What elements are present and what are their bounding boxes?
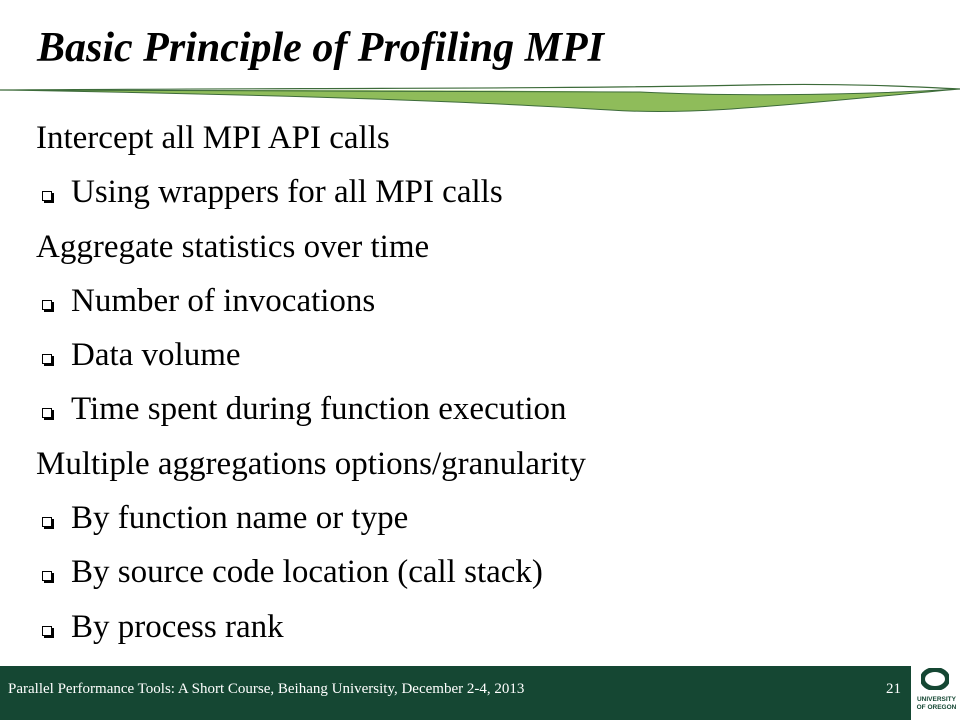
slide-content bbox=[36, 116, 936, 659]
square-bullet-icon bbox=[42, 517, 52, 527]
level2-item bbox=[36, 496, 936, 550]
item-text: Aggregate statistics over time bbox=[36, 228, 430, 265]
logo-line-2: OF OREGON bbox=[916, 704, 957, 711]
slide-title: Basic Principle of Profiling MPI bbox=[37, 25, 604, 71]
footer-bar bbox=[0, 666, 960, 720]
item-text: Data volume bbox=[71, 337, 241, 374]
square-bullet-icon bbox=[42, 191, 52, 201]
item-text: Using wrappers for all MPI calls bbox=[71, 174, 503, 211]
item-text: Number of invocations bbox=[71, 282, 376, 319]
logo-line-1: UNIVERSITY bbox=[916, 696, 956, 703]
item-text: Time spent during function execution bbox=[71, 391, 567, 428]
level1-item bbox=[36, 442, 936, 496]
level1-item bbox=[36, 116, 936, 170]
title-underline-swoosh bbox=[0, 80, 960, 120]
logo-wordmark bbox=[914, 696, 959, 712]
item-text: By process rank bbox=[71, 608, 284, 645]
item-text: By function name or type bbox=[71, 500, 409, 537]
square-bullet-icon bbox=[42, 300, 52, 310]
level1-item bbox=[36, 225, 936, 279]
oregon-o-icon bbox=[921, 668, 949, 690]
university-logo bbox=[911, 660, 960, 720]
page-number: 21 bbox=[886, 681, 901, 697]
level2-item bbox=[36, 605, 936, 659]
square-bullet-icon bbox=[42, 408, 52, 418]
level2-item bbox=[36, 387, 936, 441]
level2-item bbox=[36, 279, 936, 333]
item-text: By source code location (call stack) bbox=[71, 554, 543, 591]
item-text: Intercept all MPI API calls bbox=[36, 120, 390, 156]
square-bullet-icon bbox=[42, 626, 52, 636]
item-text: Multiple aggregations options/granularity bbox=[36, 445, 586, 482]
square-bullet-icon bbox=[42, 571, 52, 581]
square-bullet-icon bbox=[42, 354, 52, 364]
footer-text: Parallel Performance Tools: A Short Course, Beihang University, December 2-4, 2013 bbox=[8, 681, 525, 697]
level2-item bbox=[36, 170, 936, 224]
level2-item bbox=[36, 550, 936, 604]
level2-item bbox=[36, 333, 936, 387]
